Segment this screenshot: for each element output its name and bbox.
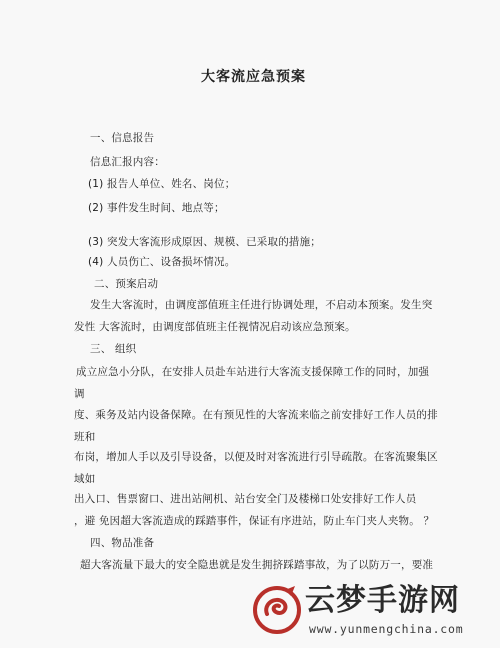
- site-watermark: [245, 580, 500, 648]
- paragraph-line: 度、乘务及站内设备保障。在有预见性的大客流来临之前安排好工作人员的排: [74, 409, 438, 421]
- section-heading-1: 一、信息报告: [90, 132, 155, 144]
- list-item-3: (3) 突发大客流形成原因、规模、已采取的措施；: [88, 236, 322, 248]
- list-item-2: (2) 事件发生时间、地点等；: [88, 202, 225, 214]
- watermark-url: www.yunmengchina.com: [309, 622, 464, 636]
- section-heading-3: 三、 组织: [90, 343, 137, 355]
- section-heading-4: 四、物品准备: [90, 537, 155, 549]
- paragraph-line: 发性 大客流时，由调度部值班主任视情况启动该应急预案。: [74, 321, 356, 333]
- paragraph-line: 域如: [74, 473, 96, 485]
- paragraph-line: 调: [74, 388, 85, 400]
- document-title: 大客流应急预案: [201, 69, 306, 85]
- paragraph-line: 班和: [74, 431, 96, 443]
- paragraph-line: 布岗，增加人手以及引导设备，以便及时对客流进行引导疏散。在客流聚集区: [74, 451, 438, 463]
- paragraph-line: ，避 免因超大客流造成的踩踏事件，保证有序进站，防止车门夹人夹物。 ？: [74, 515, 435, 527]
- paragraph-line: 出入口、售票窗口、进出站闸机、站台安全门及楼梯口处安排好工作人员: [74, 493, 417, 505]
- section-heading-2: 二、预案启动: [94, 278, 159, 290]
- paragraph-line: 信息汇报内容：: [90, 156, 165, 168]
- list-item-4: (4) 人员伤亡、设备损坏情况。: [88, 256, 236, 268]
- list-item-1: (1) 报告人单位、姓名、岗位；: [88, 178, 236, 190]
- paragraph-line: 超大客流量下最大的安全隐患就是发生拥挤踩踏事故，为了以防万一，要准: [80, 559, 434, 571]
- cloud-swirl-logo-icon: [249, 582, 305, 638]
- paragraph-line: 发生大客流时，由调度部值班主任进行协调处理，不启动本预案。发生突: [90, 299, 433, 311]
- watermark-title: 云梦手游网: [305, 583, 460, 618]
- paragraph-line: 成立应急小分队，在安排人员赴车站进行大客流支援保障工作的同时，加强: [76, 366, 430, 378]
